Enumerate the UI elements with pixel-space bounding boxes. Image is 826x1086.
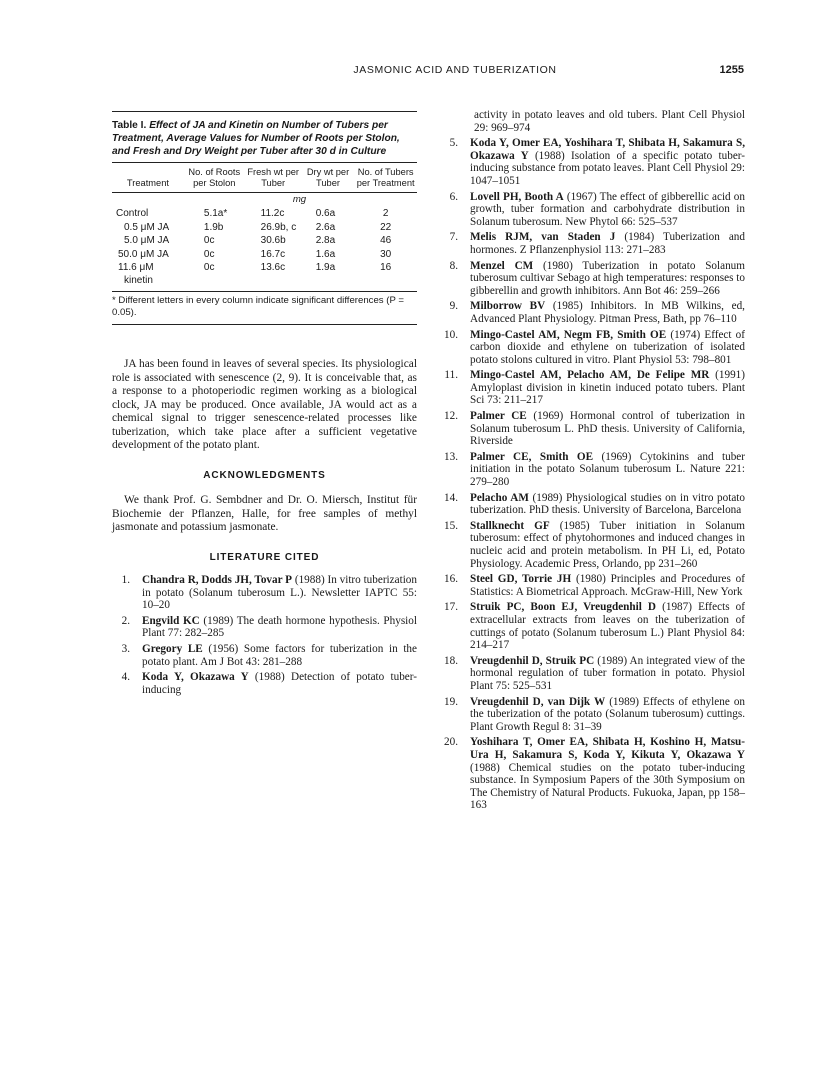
- reference-text: (1988) In vitro tuberization in potato (Solanum tuberosum L.). Newsletter IAPTC 55: 10–20: [142, 574, 417, 612]
- reference-text: (1989) Effects of ethylene on the tuberization of the potato (Solanum tuberosum) cuttings. Plant Growth Regul 8: 31–39: [470, 695, 746, 733]
- reference-item: [440, 410, 745, 448]
- reference-authors: Gregory LE: [142, 642, 203, 655]
- table-row: 0.5 μM JA 1.9b 26.9b, c 2.6a 22: [124, 221, 392, 233]
- table-caption: [112, 112, 417, 162]
- reference-authors: Milborrow BV: [470, 300, 546, 313]
- reference-number: 6.: [449, 190, 458, 203]
- reference-item: [440, 369, 745, 407]
- col-header-roots: No. of Roots per Stolon: [184, 163, 245, 193]
- reference-number: 8.: [449, 259, 458, 272]
- reference-text: (1985) Inhibitors. In MB Wilkins, ed, Advanced Plant Physiology. Pitman Press, Bath, pp 76–110: [470, 300, 745, 325]
- table-row: 50.0 μM JA 0c 16.7c 1.6a 30: [118, 248, 392, 260]
- col-header-tubers: No. of Tubers per Treatment: [354, 163, 417, 193]
- reference-number: 9.: [449, 300, 458, 313]
- reference-authors: Yoshihara T, Omer EA, Shibata H, Koshino H, Matsu-Ura H, Sakamura S, Koda Y, Kikuta Y, Okazawa Y: [470, 736, 745, 761]
- reference-item: [440, 329, 745, 367]
- reference-text: (1988) Detection of potato tuber-inducing: [142, 671, 417, 696]
- reference-item: [440, 655, 745, 693]
- table-row: 5.0 μM JA 0c 30.6b 2.8a 46: [124, 235, 392, 247]
- acknowledgments-text: We thank Prof. G. Sembdner and Dr. O. Miersch, Institut für Biochemie der Pflanzen, Halle, for free samples of methyl jasmonate and potassium jasmonate.: [112, 494, 417, 533]
- reference-authors: Pelacho AM: [470, 491, 529, 504]
- reference-item: [440, 696, 745, 734]
- reference-number: 18.: [444, 654, 458, 667]
- reference-number: 15.: [444, 519, 458, 532]
- reference-text: (1956) Some factors for tuberization in the potato plant. Am J Bot 43: 281–288: [142, 642, 417, 668]
- reference-item: [112, 643, 417, 668]
- results-table: [112, 162, 417, 288]
- reference-authors: Vreugdenhil D, van Dijk W: [470, 695, 606, 708]
- reference-item: [112, 615, 417, 640]
- col-header-treatment: Treatment: [112, 163, 184, 193]
- reference-text: (1987) Effects of extracellular extracts from leaves on the tuberization of cuttings of potato (Solanum tuberosum L.) Plant Physiol 84: 214–217: [470, 601, 745, 652]
- reference-number: 1.: [121, 574, 130, 586]
- col-header-fresh: Fresh wt per Tuber: [245, 163, 302, 193]
- table-row: kinetin: [124, 275, 153, 287]
- reference-authors: Steel GD, Torrie JH: [470, 573, 572, 586]
- reference-text: (1988) Chemical studies on the potato tuber-inducing substance. In Symposium Papers of the 30th Symposium on The Chemistry of Natural Products. Fukuoka, Japan, pp 158–163: [470, 761, 745, 812]
- reference-number: 10.: [444, 328, 458, 341]
- reference-authors: Palmer CE: [470, 410, 527, 423]
- literature-title: LITERATURE CITED: [209, 552, 320, 563]
- reference-item: [112, 671, 417, 696]
- reference-authors: Chandra R, Dodds JH, Tovar P: [142, 574, 293, 586]
- reference-number: 17.: [444, 601, 458, 614]
- table-row: 11.6 μM 0c 13.6c 1.9a 16: [118, 262, 392, 274]
- reference-authors: Koda Y, Omer EA, Yoshihara T, Shibata H, Sakamura S, Okazawa Y: [470, 137, 745, 162]
- reference-item: [112, 574, 417, 612]
- reference-text: (1988) Isolation of a specific potato tuber-inducing substance from potato leaves. Plant Cell Physiol 29: 1047–1051: [470, 149, 746, 187]
- table-label: Table I.: [112, 120, 147, 131]
- table-i: [112, 111, 417, 325]
- reference-authors: Vreugdenhil D, Struik PC: [470, 654, 595, 667]
- running-title: JASMONIC ACID AND TUBERIZATION: [353, 64, 557, 76]
- reference-item: [440, 137, 745, 187]
- page-number: 1255: [719, 64, 744, 76]
- reference-number: 14.: [444, 491, 458, 504]
- reference-item: [440, 231, 745, 256]
- reference-number: 19.: [444, 695, 458, 708]
- reference-number: 4.: [121, 671, 130, 684]
- reference-item: [440, 573, 745, 598]
- table-block: [112, 111, 417, 325]
- reference-number: 20.: [444, 736, 458, 749]
- reference-continuation: activity in potato leaves and old tubers. Plant Cell Physiol 29: 969–974: [474, 109, 745, 134]
- reference-text: (1974) Effect of carbon dioxide and ethylene on tuberization of isolated potato stolons cultured in vitro. Plant Physiol 53: 798–801: [470, 328, 745, 366]
- reference-item: [440, 736, 745, 812]
- reference-number: 11.: [444, 369, 458, 382]
- reference-authors: Mingo-Castel AM, Negm FB, Smith OE: [470, 328, 667, 341]
- reference-number: 7.: [449, 231, 458, 244]
- reference-text: (1980) Principles and Procedures of Statistics: A Biometrical Approach. McGraw-Hill, New York: [470, 573, 745, 598]
- reference-authors: Engvild KC: [142, 614, 200, 627]
- reference-number: 16.: [444, 573, 458, 586]
- reference-text: (1989) The death hormone hypothesis. Physiol Plant 77: 282–285: [142, 614, 417, 640]
- table-row: Control 5.1a* 11.2c 0.6a 2: [116, 208, 389, 220]
- references-right: [440, 109, 745, 815]
- reference-authors: Palmer CE, Smith OE: [470, 450, 594, 463]
- reference-item: [440, 191, 745, 229]
- reference-authors: Menzel CM: [470, 259, 534, 272]
- table-footnote: * Different letters in every column indicate significant differences (P = 0.05).: [112, 291, 417, 324]
- reference-text: (1985) Tuber initiation in Solanum tuberosum: effect of phytohormones and induced changes in nucleic acid and protein metabolism. In PH Li, ed, Potato Physiology. Academic Press, Orlando, pp 231–260: [470, 519, 745, 570]
- reference-text: (1969) Hormonal control of tuberization in Solanum tuberosum L. PhD thesis. University of California, Riverside: [470, 410, 745, 448]
- reference-number: 2.: [121, 614, 130, 627]
- reference-authors: Koda Y, Okazawa Y: [142, 671, 249, 684]
- reference-text: (1989) An integrated view of the hormonal regulation of tuber formation in potato. Physiol Plant 75: 525–531: [470, 654, 745, 692]
- reference-item: [440, 601, 745, 651]
- reference-authors: Lovell PH, Booth A: [470, 190, 564, 203]
- reference-text: (1980) Tuberization in potato Solanum tuberosum cultivar Sebago at high temperatures: responses to gibberellin and growth inhibitors. Ann Bot 46: 259–266: [470, 259, 745, 297]
- reference-item: [440, 260, 745, 298]
- references-left: [112, 574, 417, 699]
- reference-item: [440, 520, 745, 570]
- reference-number: 5.: [449, 137, 458, 150]
- reference-item: [440, 300, 745, 325]
- table-caption-text: Effect of JA and Kinetin on Number of Tubers per Treatment, Average Values for Number of Roots per Stolon, and Fresh and Dry Weight per Tuber after 30 d in Culture: [112, 120, 400, 157]
- reference-text: (1991) Amyloplast division in kinetin induced potato tubers. Plant Sci 73: 211–217: [470, 369, 746, 407]
- col-header-dry: Dry wt per Tuber: [302, 163, 355, 193]
- reference-authors: Stallknecht GF: [470, 519, 550, 532]
- reference-text: (1969) Cytokinins and tuber initiation in the potato Solanum tuberosum L. Nature 221: 279–280: [470, 450, 746, 489]
- reference-authors: Mingo-Castel AM, Pelacho AM, De Felipe MR: [470, 369, 710, 382]
- discussion-paragraph: JA has been found in leaves of several species. Its physiological role is associated with senescence (2, 9). It is conceivable that, as a response to a photoperiodic regimen working as a biological clock, JA may be produced. Once available, JA would act as a chemical signal to trigger senescence-related processes like tuberization, which take place after a sufficient vegetative development of the potato plant.: [112, 358, 417, 451]
- reference-text: (1967) The effect of gibberellic acid on growth, tuber formation and carbohydrate distribution in Solanum tuberosum. New Phytol 66: 525–537: [470, 190, 745, 228]
- unit-label: mg: [292, 194, 307, 205]
- reference-text: (1984) Tuberization and hormones. Z Pflanzenphysiol 113: 271–283: [470, 231, 745, 256]
- reference-number: 12.: [444, 410, 458, 423]
- reference-authors: Melis RJM, van Staden J: [470, 231, 616, 244]
- reference-number: 3.: [121, 642, 130, 655]
- reference-authors: Struik PC, Boon EJ, Vreugdenhil D: [470, 601, 657, 614]
- reference-number: 13.: [444, 450, 458, 463]
- reference-item: [440, 451, 745, 489]
- acknowledgments-title: ACKNOWLEDGMENTS: [203, 470, 326, 481]
- reference-item: [440, 492, 745, 517]
- reference-text: (1989) Physiological studies on in vitro potato tuberization. PhD thesis. University of Barcelona, Barcelona: [470, 491, 745, 517]
